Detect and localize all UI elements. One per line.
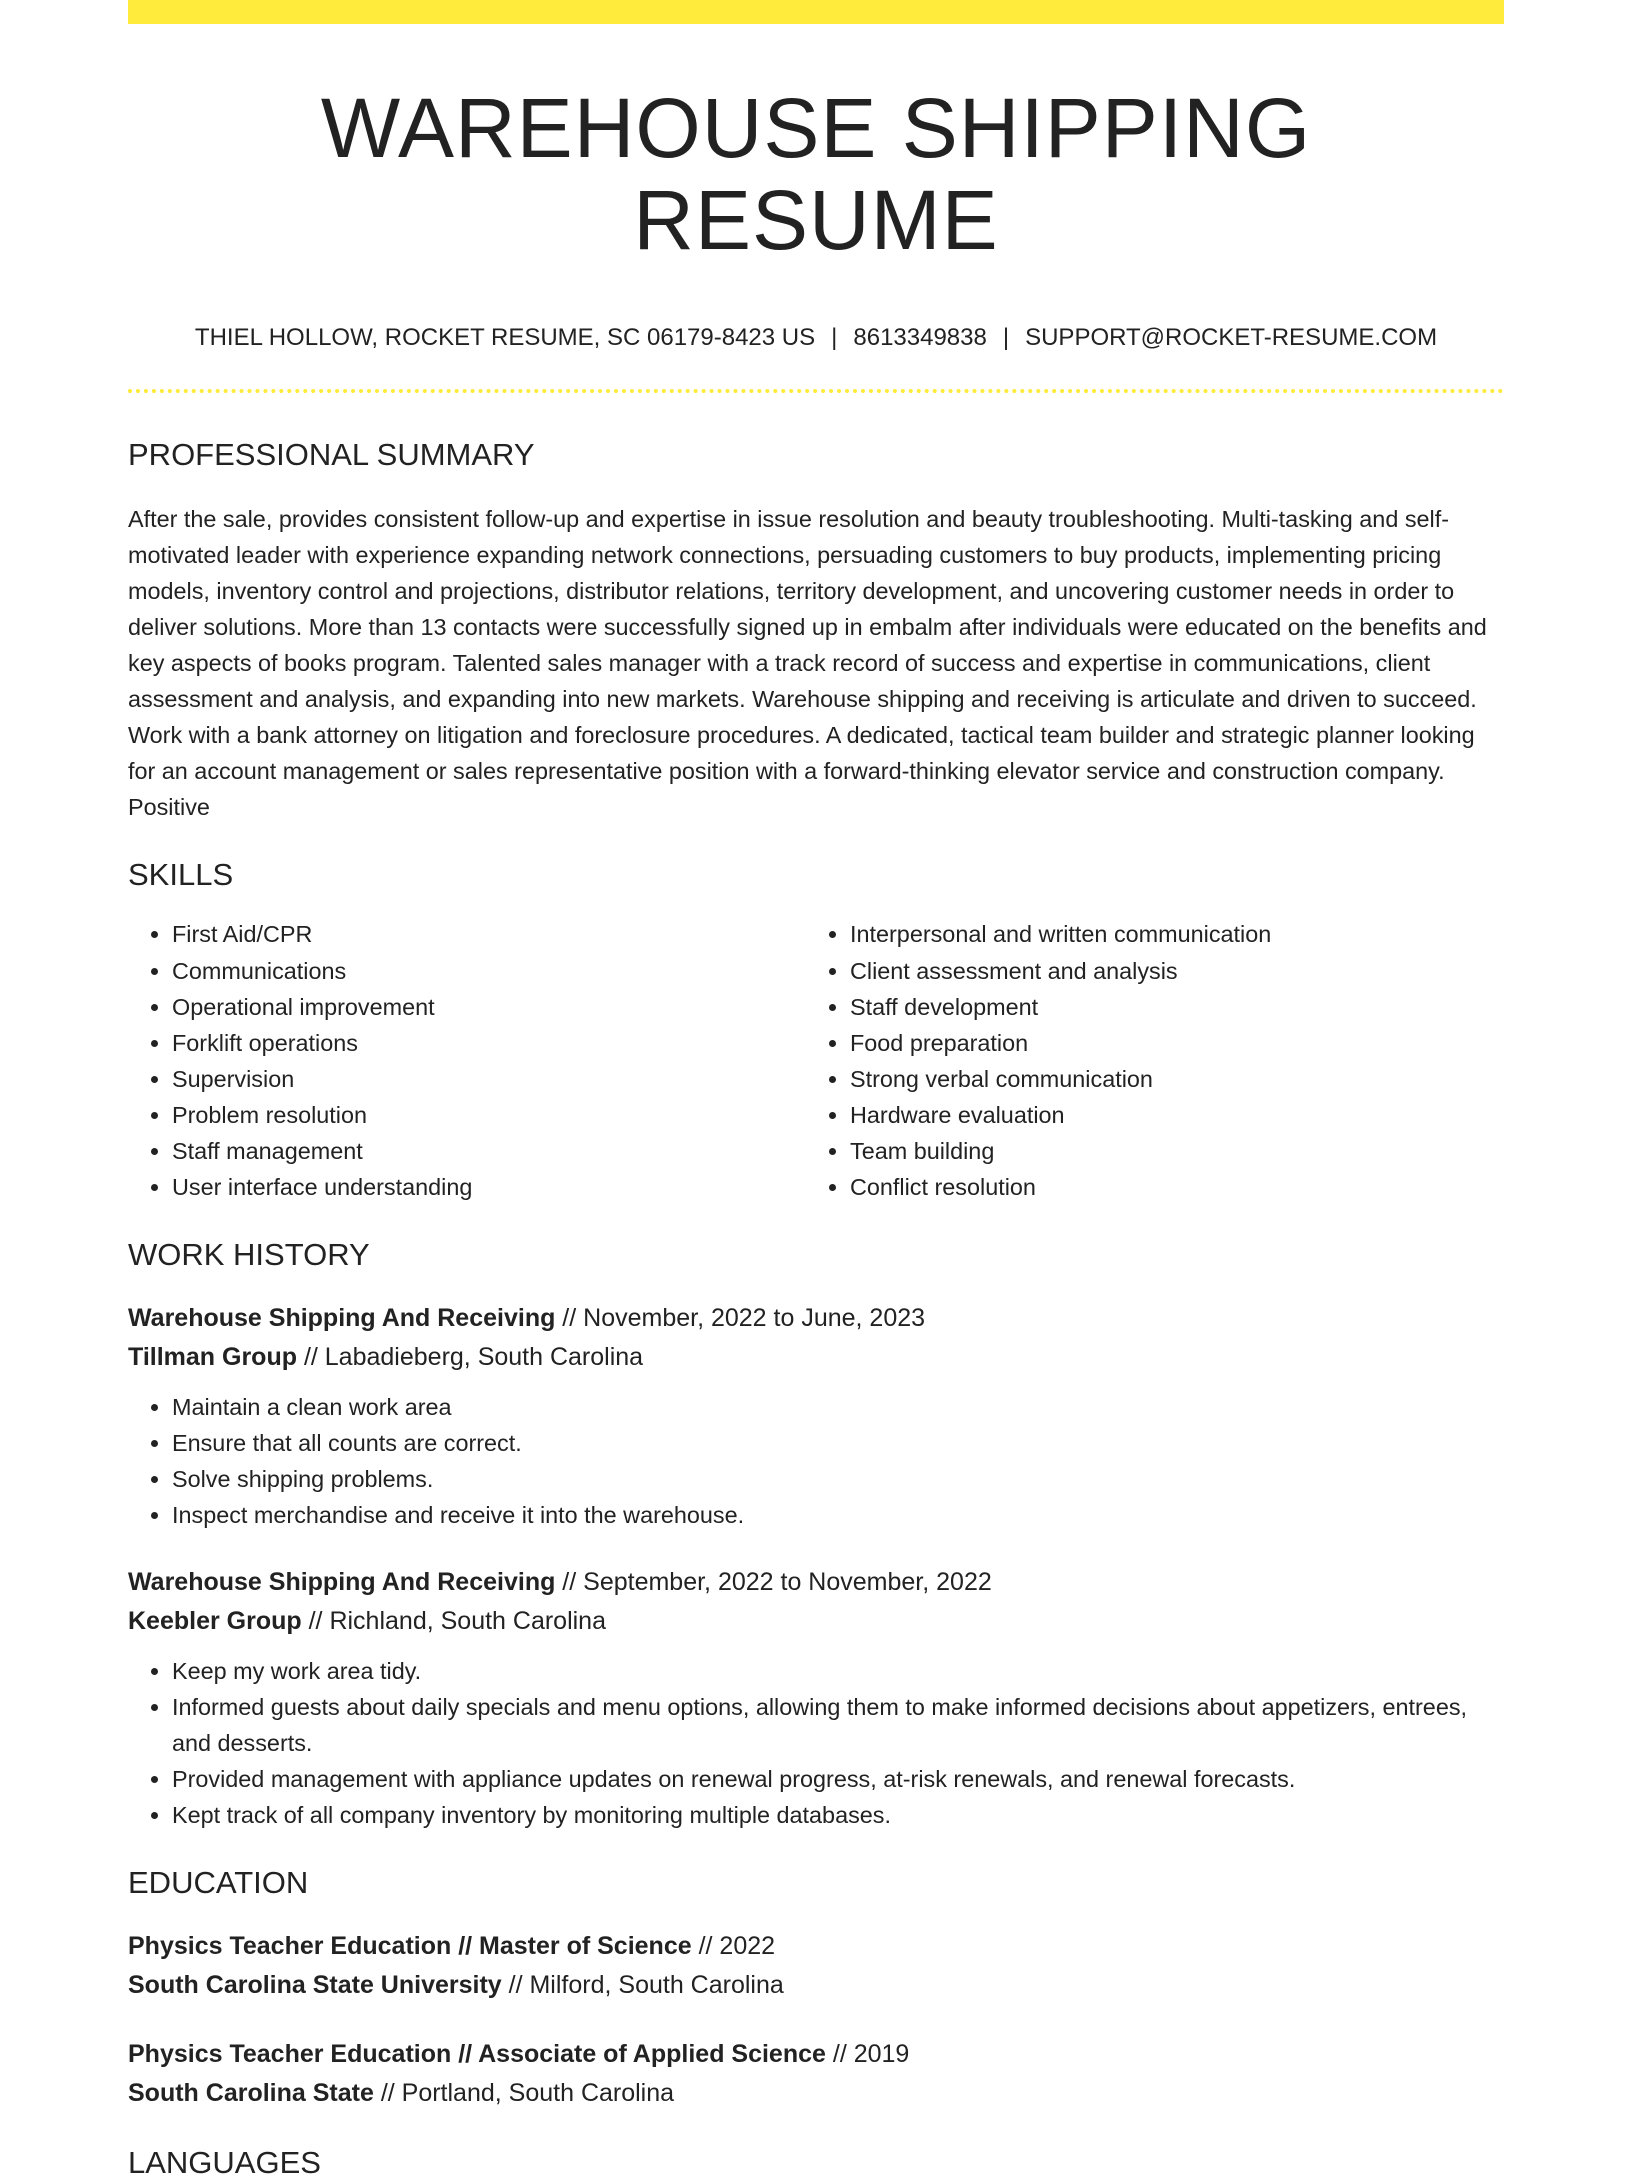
job-bullet: • Kept track of all company inventory by monitoring multiple databases. [172,1797,1504,1833]
skill-item: • Team building [850,1133,1484,1169]
skill-item: • First Aid/CPR [172,917,806,951]
job-title-line [128,1563,1504,1602]
job-bullets [128,1653,1504,1833]
education-location: // Milford, South Carolina [501,1970,784,1999]
job-entry [128,1299,1504,1533]
education-degree: Physics Teacher Education // Master of Science [128,1931,692,1960]
skill-item: • Hardware evaluation [850,1097,1484,1133]
job-dates: // November, 2022 to June, 2023 [555,1303,926,1332]
skills-heading: SKILLS [128,856,234,892]
skill-item: • Interpersonal and written communication [850,917,1484,951]
education-entry [128,2035,1504,2113]
job-title-line [128,1299,1504,1338]
skills-section [128,855,1504,1205]
job-title: Warehouse Shipping And Receiving [128,1303,556,1332]
skill-item: • Operational improvement [172,989,806,1025]
languages-heading: LANGUAGES [128,2144,321,2180]
job-company-line [128,1338,1504,1377]
languages-section [128,2143,1504,2183]
work-history-heading: WORK HISTORY [128,1236,370,1272]
education-degree-line [128,1927,1504,1966]
education-entry [128,1927,1504,2005]
contact-line [128,323,1504,353]
skill-item: • Problem resolution [172,1097,806,1133]
contact-email: SUPPORT@ROCKET-RESUME.COM [1025,323,1438,351]
job-bullet: • Informed guests about daily specials and menu options, allowing them to make informed decisions about appetizers, entrees, and desserts. [172,1689,1504,1761]
job-company-line [128,1602,1504,1641]
education-school: South Carolina State University [128,1970,502,1999]
contact-phone: 8613349838 [853,323,987,351]
job-company: Tillman Group [128,1342,297,1371]
skills-list-right [806,917,1484,1205]
job-bullets [128,1389,1504,1533]
education-year: // 2022 [691,1931,776,1960]
job-bullet: • Solve shipping problems. [172,1461,1504,1497]
skill-item: • Food preparation [850,1025,1484,1061]
education-school-line [128,1966,1504,2005]
skill-item: • Conflict resolution [850,1169,1484,1205]
skill-item: • Strong verbal communication [850,1061,1484,1097]
contact-separator: | [831,323,838,351]
accent-bar [128,0,1504,24]
summary-heading: PROFESSIONAL SUMMARY [128,436,535,472]
skills-columns [128,917,1504,1205]
skill-item: • Communications [172,953,806,989]
education-section [128,1863,1504,2113]
summary-section [128,435,1504,825]
job-dates: // September, 2022 to November, 2022 [555,1567,992,1596]
job-bullet: • Maintain a clean work area [172,1389,1504,1425]
job-entry [128,1563,1504,1833]
job-bullet: • Ensure that all counts are correct. [172,1425,1504,1461]
education-school: South Carolina State [128,2078,374,2107]
education-degree-line [128,2035,1504,2074]
job-bullet: • Inspect merchandise and receive it into the warehouse. [172,1497,1504,1533]
education-school-line [128,2074,1504,2113]
skill-item: • Supervision [172,1061,806,1097]
skill-item: • Staff development [850,989,1484,1025]
job-bullet: • Keep my work area tidy. [172,1653,1504,1689]
job-location: // Labadieberg, South Carolina [297,1342,644,1371]
skill-item: • Client assessment and analysis [850,953,1484,989]
contact-address: THIEL HOLLOW, ROCKET RESUME, SC 06179-8423 US [194,323,816,351]
skill-item: • Forklift operations [172,1025,806,1061]
education-location: // Portland, South Carolina [373,2078,675,2107]
dotted-divider [128,389,1504,393]
education-degree: Physics Teacher Education // Associate of Applied Science [128,2039,826,2068]
contact-separator: | [1002,323,1010,351]
job-location: // Richland, South Carolina [301,1606,606,1635]
resume-content [128,0,1504,2183]
summary-text: After the sale, provides consistent follow-up and expertise in issue resolution and beauty troubleshooting. Multi-tasking and self-motivated leader with experience expanding network connections, persuading customers to buy products, implementing pricing models, inventory control and projections, distributor relations, territory development, and uncovering customer needs in order to deliver solutions. More than 13 contacts were successfully signed up in embalm after individuals were educated on the benefits and key aspects of books program. Talented sales manager with a track record of success and expertise in communications, client assessment and analysis, and expanding into new markets. Warehouse shipping and receiving is articulate and driven to succeed. Work with a bank attorney on litigation and foreclosure procedures. A dedicated, tactical team builder and strategic planner looking for an account management or sales representative position with a forward-thinking elevator service and construction company. Positive [128,505,1487,820]
work-history-section [128,1235,1504,1833]
job-bullet: • Provided management with appliance updates on renewal progress, at-risk renewals, and renewal forecasts. [172,1761,1504,1797]
skill-item: • User interface understanding [172,1169,806,1205]
skills-list-left [128,917,806,1205]
education-heading: EDUCATION [128,1864,309,1900]
resume-title: WAREHOUSE SHIPPING RESUME [320,81,1312,268]
education-year: // 2019 [825,2039,910,2068]
job-company: Keebler Group [128,1606,302,1635]
job-title: Warehouse Shipping And Receiving [128,1567,556,1596]
skill-item: • Staff management [172,1133,806,1169]
